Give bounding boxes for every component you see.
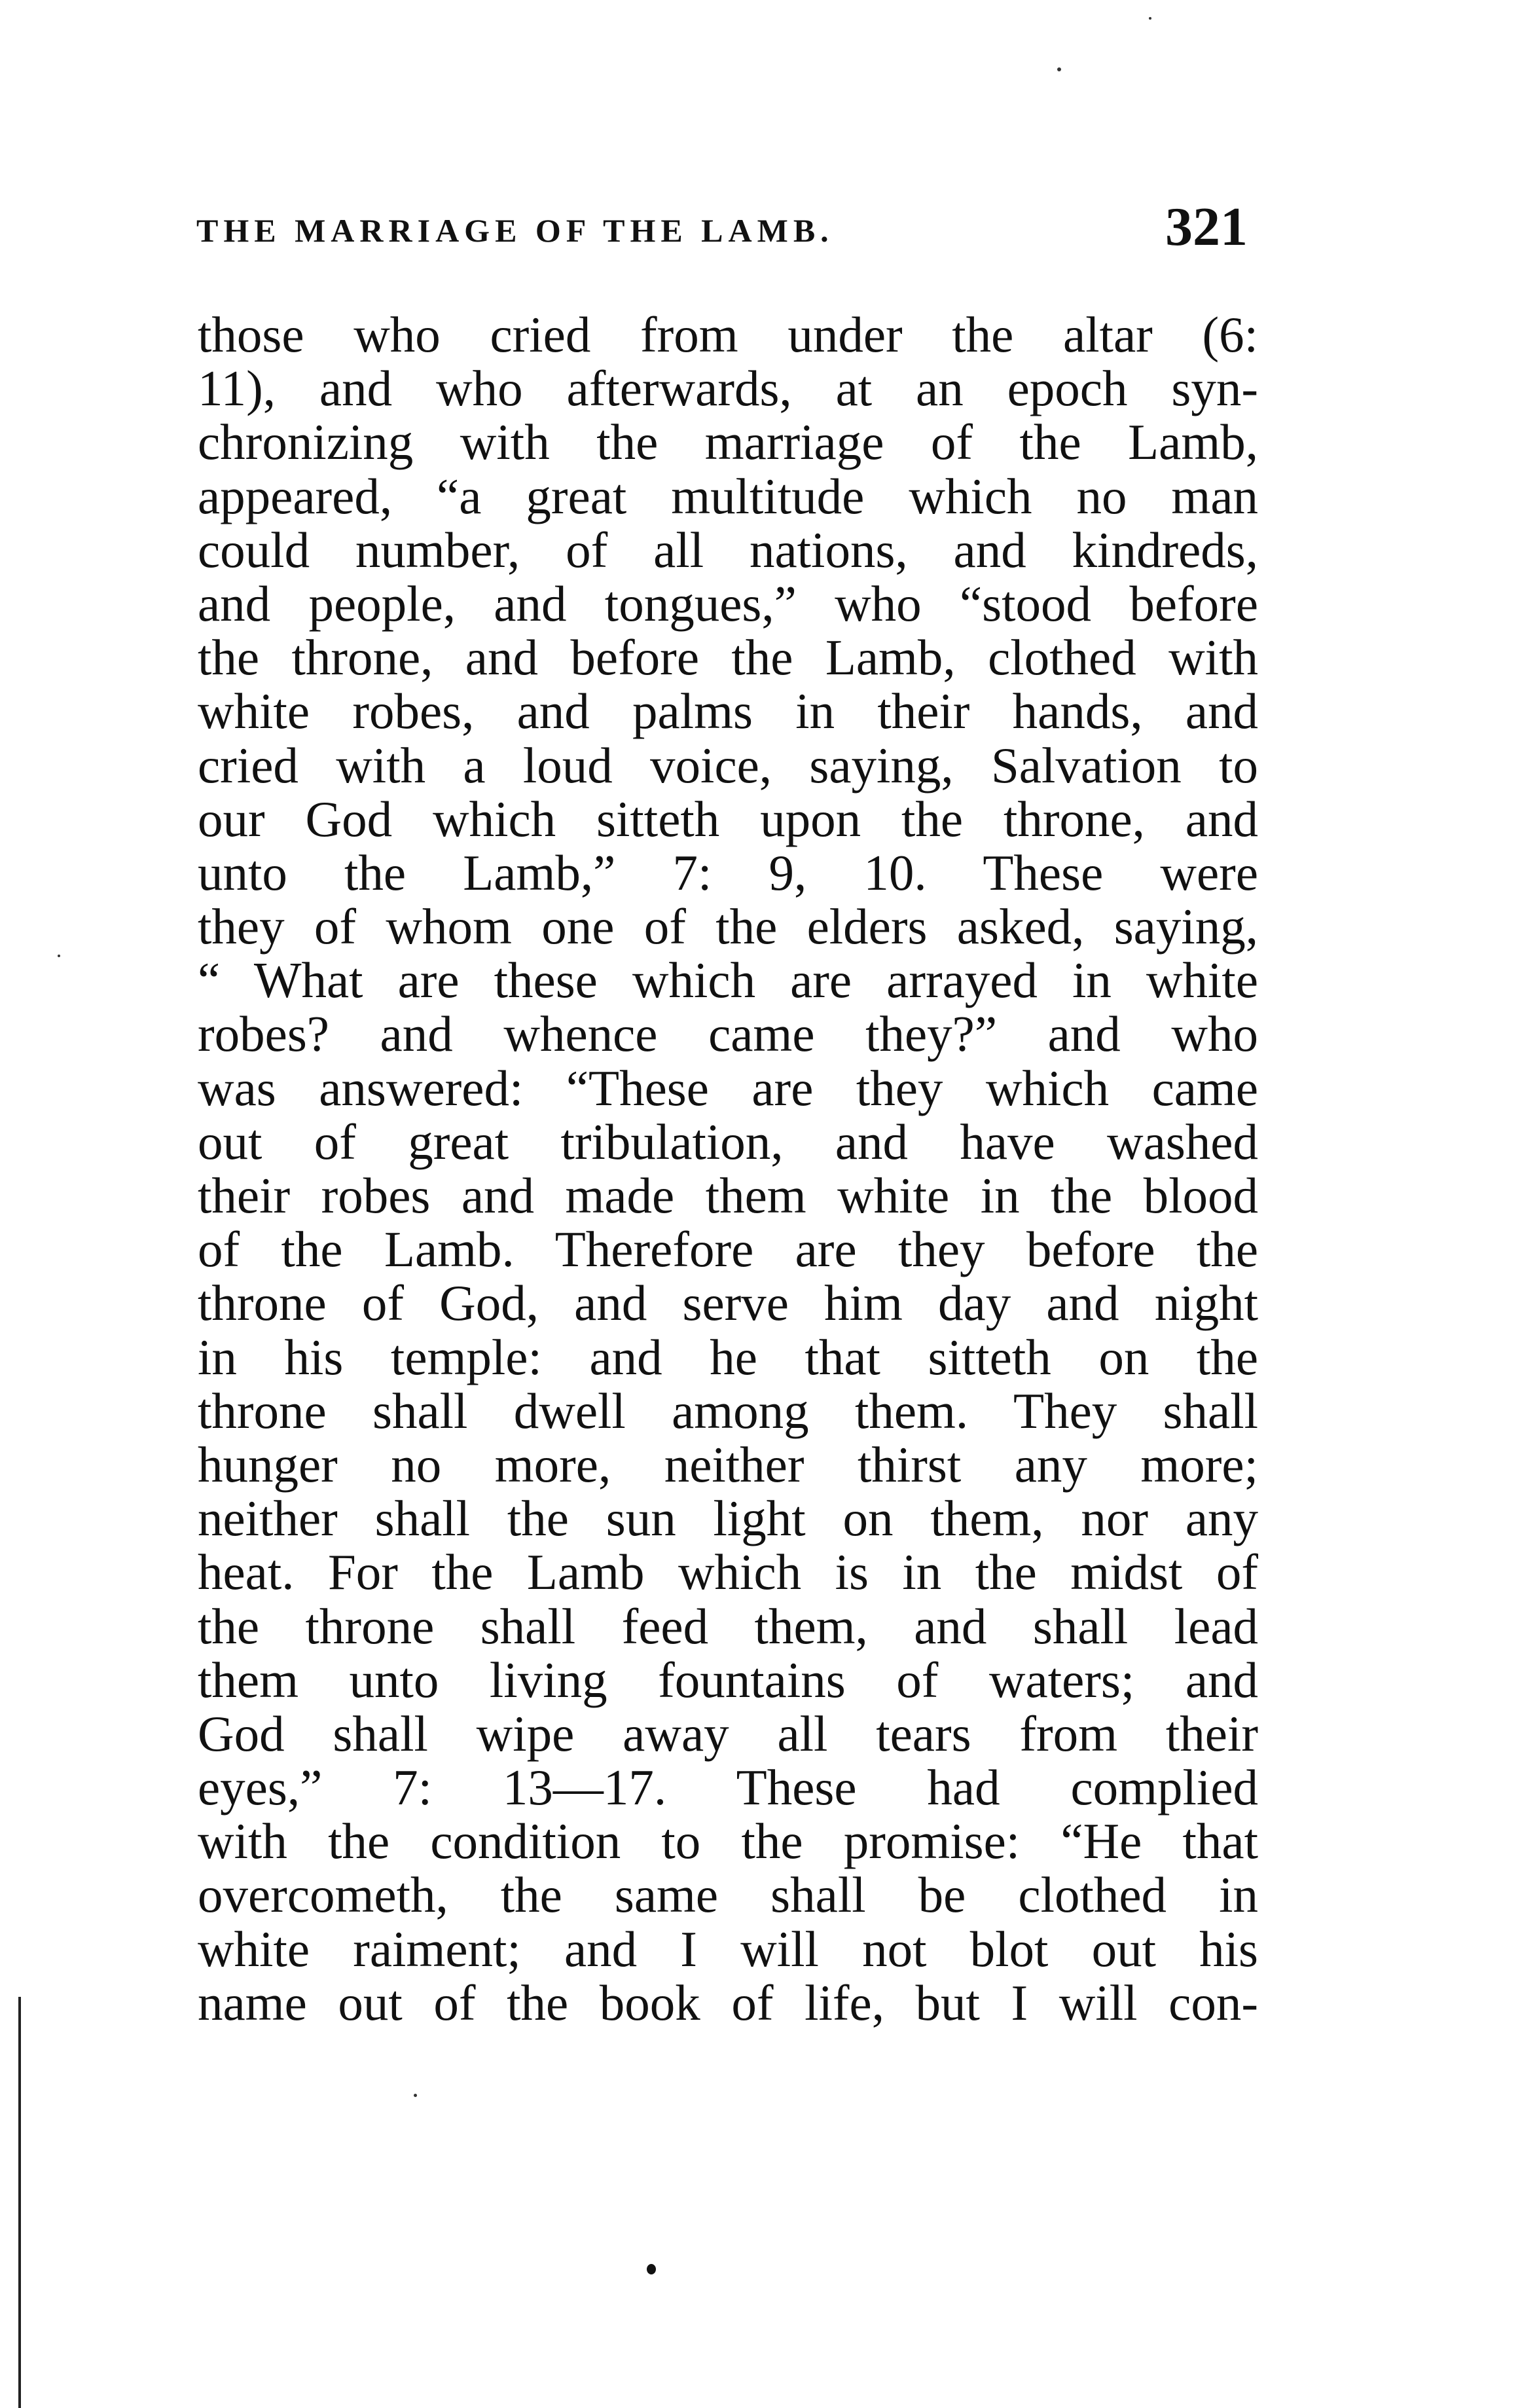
ink-speck <box>58 955 60 957</box>
text-line: was answered: “These are they which came <box>198 1059 1258 1116</box>
text-line: cried with a loud voice, saying, Salvation to <box>198 737 1258 794</box>
text-line: appeared, “a great multitude which no man <box>198 467 1258 524</box>
text-line: 11), and who afterwards, at an epoch syn- <box>198 360 1258 417</box>
text-line: our God which sitteth upon the throne, and <box>198 790 1258 847</box>
text-line: “ What are these which are arrayed in white <box>198 952 1258 1009</box>
text-line: those who cried from under the altar (6: <box>198 306 1258 363</box>
text-line: throne of God, and serve him day and night <box>198 1275 1258 1332</box>
text-line: eyes,” 7: 13—17. These had complied <box>198 1759 1258 1816</box>
text-line: robes? and whence came they?” and who <box>198 1006 1258 1063</box>
text-line: heat. For the Lamb which is in the midst of <box>198 1544 1258 1601</box>
ink-dot <box>647 2264 656 2274</box>
text-line: of the Lamb. Therefore are they before the <box>198 1221 1258 1278</box>
running-header-title: THE MARRIAGE OF THE LAMB. <box>196 212 834 249</box>
text-line: the throne shall feed them, and shall lead <box>198 1597 1258 1654</box>
text-line: and people, and tongues,” who “stood before <box>198 575 1258 632</box>
text-line: they of whom one of the elders asked, saying, <box>198 898 1258 955</box>
text-line: unto the Lamb,” 7: 9, 10. These were <box>198 844 1258 901</box>
page-number: 321 <box>1165 196 1248 257</box>
text-line: name out of the book of life, but I will con- <box>198 1974 1258 2031</box>
text-line: chronizing with the marriage of the Lamb, <box>198 414 1258 471</box>
text-line: white raiment; and I will not blot out his <box>198 1920 1258 1977</box>
text-line: them unto living fountains of waters; and <box>198 1651 1258 1708</box>
ink-speck <box>1057 67 1061 71</box>
text-line: God shall wipe away all tears from their <box>198 1705 1258 1762</box>
text-line: hunger no more, neither thirst any more; <box>198 1436 1258 1493</box>
text-line: their robes and made them white in the blood <box>198 1167 1258 1224</box>
text-line: neither shall the sun light on them, nor any <box>198 1490 1258 1547</box>
text-line: in his temple: and he that sitteth on the <box>198 1328 1258 1385</box>
text-line: the throne, and before the Lamb, clothed with <box>198 629 1258 686</box>
text-line: out of great tribulation, and have washed <box>198 1113 1258 1170</box>
scan-edge-rule <box>18 1997 21 2408</box>
ink-speck <box>1149 17 1151 20</box>
ink-speck <box>414 2094 417 2097</box>
text-line: with the condition to the promise: “He that <box>198 1813 1258 1870</box>
text-line: throne shall dwell among them. They shall <box>198 1382 1258 1439</box>
text-line: could number, of all nations, and kindreds, <box>198 521 1258 578</box>
text-line: overcometh, the same shall be clothed in <box>198 1867 1258 1924</box>
body-text <box>198 308 1258 2030</box>
text-line: white robes, and palms in their hands, and <box>198 683 1258 740</box>
